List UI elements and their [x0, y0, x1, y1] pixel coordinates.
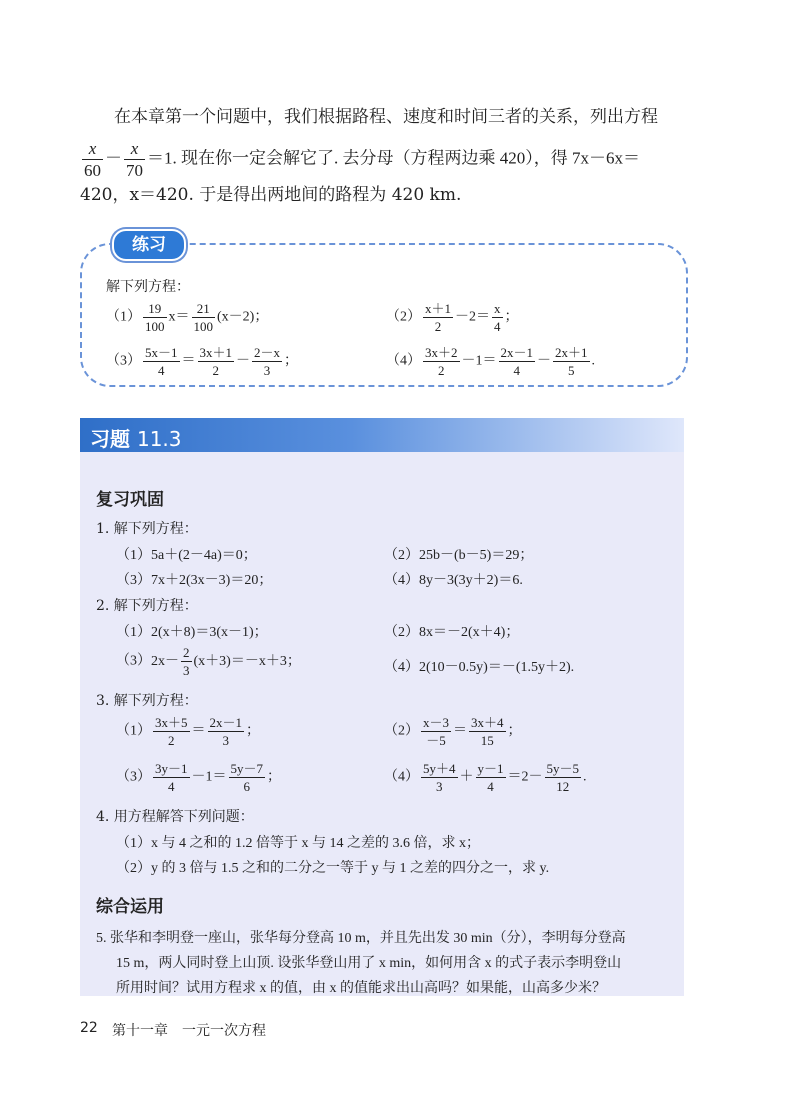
fraction: $\frac{x+1}{2}$ — [425, 301, 452, 334]
fraction: $\frac{3x+5}{2}$ — [155, 715, 188, 748]
equation-text: ＝ — [191, 723, 206, 739]
fraction: $\frac{5y-5}{12}$ — [546, 761, 580, 794]
section-apply-title: 综合运用 — [96, 897, 164, 917]
fraction: $\frac{2-x}{3}$ — [254, 345, 281, 378]
section-review-title: 复习巩固 — [96, 490, 164, 510]
fraction: $\frac{3x+4}{15}$ — [471, 715, 504, 748]
q1-title: 1. 解下列方程： — [96, 521, 198, 537]
equation-text: 2x－ — [151, 653, 179, 669]
fraction: $\frac{3x+1}{2}$ — [199, 345, 233, 378]
q4-a: （1）x 与 4 之和的 1.2 倍等于 x 与 14 之差的 3.6 倍，求 x； — [116, 836, 480, 851]
equation-text: ＝ — [453, 723, 468, 739]
page-number: 22 — [80, 1020, 98, 1036]
fraction: $\frac{19}{100}$ — [145, 301, 165, 334]
equation-text: ＝2－ — [507, 769, 543, 785]
equation-text: ； — [246, 723, 261, 739]
q2-title: 2. 解下列方程： — [96, 598, 198, 614]
q1-b: （2）25b－(b－5)＝29； — [384, 548, 534, 563]
fraction: $\frac{x-3}{-5}$ — [423, 715, 450, 748]
intro-line-1: 在本章第一个问题中，我们根据路程、速度和时间三者的关系，列出方程 — [114, 107, 658, 127]
equation-text: ＋ — [459, 769, 474, 785]
practice-tab: 练习 — [112, 229, 186, 261]
chapter-title: 第十一章 一元一次方程 — [112, 1023, 266, 1039]
q5-line-3: 所用时间？试用方程求 x 的值，由 x 的值能求出山高吗？如果能，山高多少米？ — [116, 981, 606, 996]
q2-a: （1）2(x＋8)＝3(x－1)； — [116, 625, 268, 640]
fraction: $\frac{5y-7}{6}$ — [230, 761, 264, 794]
q1-d: （4）8y－3(3y＋2)＝6. — [384, 573, 523, 588]
q1-c: （3）7x＋2(3x－3)＝20； — [116, 573, 273, 588]
intro-line-3: 420，x＝420. 于是得出两地间的路程为 420 km. — [80, 185, 462, 205]
fraction: $\frac{5x-1}{4}$ — [145, 345, 178, 378]
fraction: $\frac{3y-1}{4}$ — [155, 761, 188, 794]
intro-fraction-1: $\frac{x}{60}$ — [84, 139, 101, 180]
q5-line-1: 5. 张华和李明登一座山，张华每分登高 10 m，并且先出发 30 min（分），李明每分登高 — [96, 931, 626, 946]
equation-text: ； — [284, 353, 299, 369]
q4-title: 4. 用方程解答下列问题： — [96, 809, 254, 825]
fraction: $\frac{2x-1}{3}$ — [209, 715, 243, 748]
equation-text: － — [236, 353, 251, 369]
equation-text: －2＝ — [455, 309, 491, 325]
q3-3: （3） $\frac{3y-1}{4}$ －1＝ $\frac{5y-7}{6}$ ； — [116, 761, 282, 794]
fraction: $\frac{5y+4}{3}$ — [423, 761, 456, 794]
fraction: $\frac{21}{100}$ — [193, 301, 213, 334]
fraction: $\frac{2x-1}{4}$ — [500, 345, 534, 378]
equation-text: ； — [504, 309, 519, 325]
equation-text: . — [591, 353, 596, 369]
equation-text: －1＝ — [191, 769, 227, 785]
fraction: $\frac{3x+2}{2}$ — [425, 345, 458, 378]
q3-4: （4） $\frac{5y+4}{3}$ ＋ $\frac{y-1}{4}$ ＝2－ $\frac{5y-5}{12}$ . — [384, 761, 587, 794]
equation-text: ； — [507, 723, 522, 739]
q1-a: （1）5a＋(2－4a)＝0； — [116, 548, 257, 563]
fraction: $\frac{2x+1}{5}$ — [555, 345, 588, 378]
equation-text: ； — [267, 769, 282, 785]
fraction: $\frac{2}{3}$ — [183, 645, 190, 678]
fraction: $\frac{x}{4}$ — [494, 301, 501, 334]
q3-title: 3. 解下列方程： — [96, 693, 198, 709]
q2-b: （2）8x＝－2(x＋4)； — [384, 625, 520, 640]
exercise-header-title: 习题 11.3 — [90, 427, 182, 451]
q2-c: （3）2x－ $\frac{2}{3}$ (x＋3)＝－x＋3； — [116, 645, 301, 678]
equation-text: ＝ — [181, 353, 196, 369]
intro-line-2: $\frac{x}{60}$ － $\frac{x}{70}$ ＝1. 现在你一定会解它了. 去分母（方程两边乘 420），得 7x－6x＝ — [84, 139, 640, 180]
equation-text: (x＋3)＝－x＋3； — [193, 653, 301, 669]
equation-text: －1＝ — [461, 353, 497, 369]
equation-text: x＝ — [168, 309, 190, 325]
equation-text: (x－2)； — [217, 309, 269, 325]
equation-text: . — [583, 769, 587, 785]
q4-b: （2）y 的 3 倍与 1.5 之和的二分之一等于 y 与 1 之差的四分之一，求 y. — [116, 861, 550, 876]
q3-1: （1） $\frac{3x+5}{2}$ ＝ $\frac{2x-1}{3}$ ； — [116, 715, 261, 748]
q5-line-2: 15 m，两人同时登上山顶. 设张华登山用了 x min，如何用含 x 的式子表示李明登山 — [116, 956, 622, 971]
fraction: $\frac{y-1}{4}$ — [477, 761, 504, 794]
practice-item-4: （4） $\frac{3x+2}{2}$ －1＝ $\frac{2x-1}{4}$ － $\frac{2x+1}{5}$ . — [386, 345, 596, 378]
equation-text: － — [537, 353, 552, 369]
intro-line-2-text: ＝1. 现在你一定会解它了. 去分母（方程两边乘 420），得 7x－6x＝ — [147, 148, 640, 168]
practice-prompt: 解下列方程： — [106, 279, 190, 295]
practice-item-3: （3） $\frac{5x-1}{4}$ ＝ $\frac{3x+1}{2}$ － $\frac{2-x}{3}$ ； — [106, 345, 299, 378]
practice-item-1: （1） $\frac{19}{100}$ x＝ $\frac{21}{100}$ (x－2)； — [106, 301, 269, 334]
intro-fraction-2: $\frac{x}{70}$ — [126, 139, 143, 180]
q3-2: （2） $\frac{x-3}{-5}$ ＝ $\frac{3x+4}{15}$ ； — [384, 715, 522, 748]
practice-item-2: （2） $\frac{x+1}{2}$ －2＝ $\frac{x}{4}$ ； — [386, 301, 519, 334]
q2-d: （4）2(10－0.5y)＝－(1.5y＋2). — [384, 660, 575, 675]
